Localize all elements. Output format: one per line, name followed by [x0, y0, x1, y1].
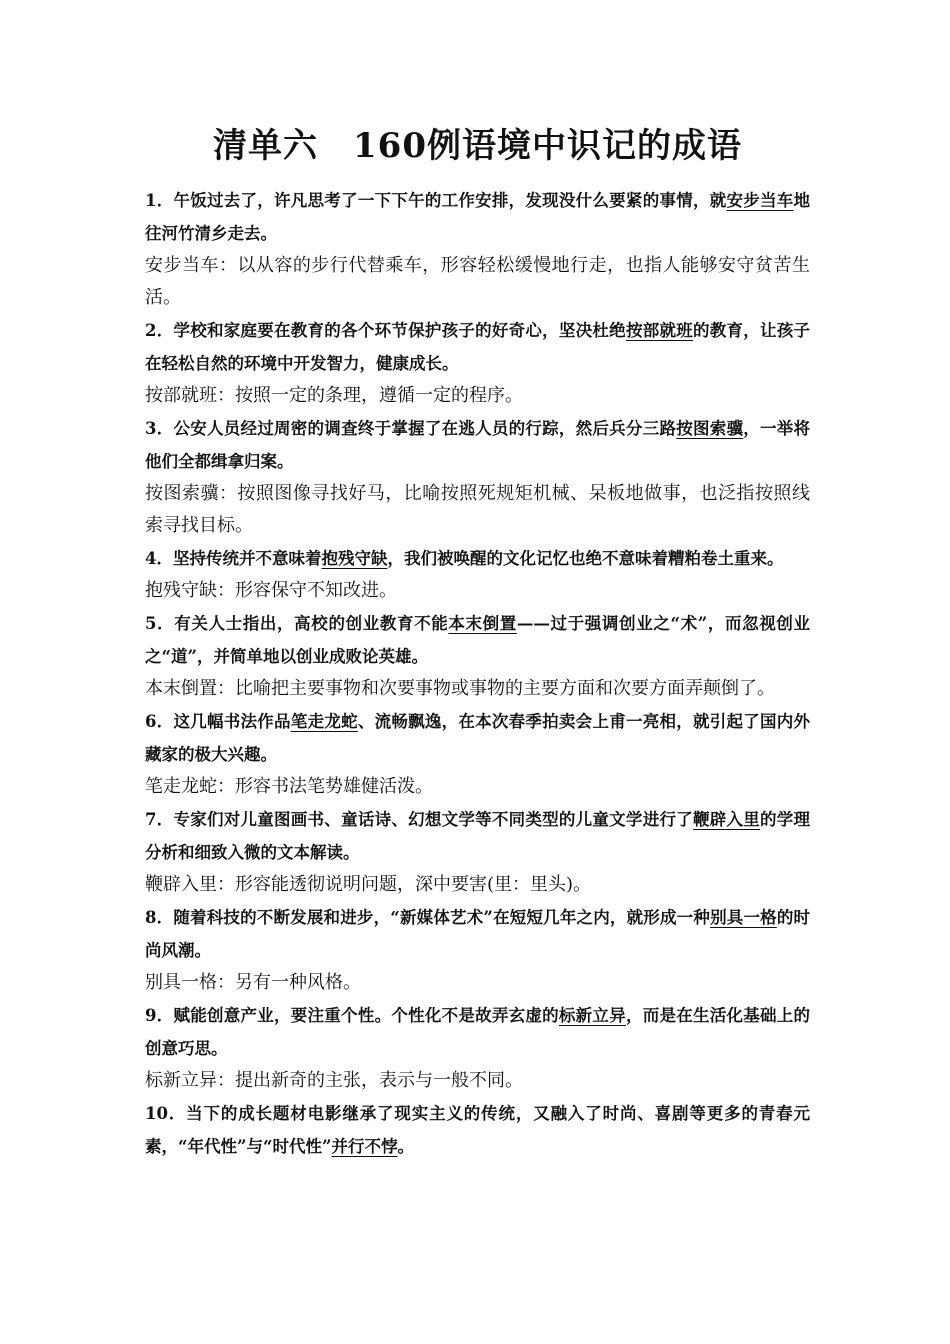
sentence-after: ，我们被唤醒的文化记忆也绝不意味着糟粕卷土重来。	[387, 549, 784, 568]
example-sentence	[145, 184, 810, 250]
example-sentence	[145, 412, 810, 478]
document-page	[145, 118, 810, 1163]
sentence-before: 学校和家庭要在教育的各个环节保护孩子的好奇心，坚决杜绝	[173, 321, 626, 340]
sentence-after: ，一举将他们全都缉拿归案。	[145, 419, 811, 471]
example-sentence	[145, 607, 810, 673]
sentence-after: 的时尚风潮。	[145, 908, 811, 960]
sentence-before: 公安人员经过周密的调查终于掌握了在逃人员的行踪，然后兵分三路	[173, 419, 677, 438]
entry-1	[145, 184, 810, 314]
entry-9	[145, 999, 810, 1097]
entry-number: 4．	[145, 549, 173, 568]
sentence-after: 地往河竹清乡走去。	[145, 191, 811, 243]
example-sentence	[145, 999, 810, 1065]
entry-number: 6．	[145, 712, 174, 731]
entry-number: 8．	[145, 908, 174, 927]
idiom-underlined: 别具一格	[710, 908, 777, 927]
sentence-after: 的学理分析和细致入微的文本解读。	[145, 810, 811, 862]
example-sentence	[145, 705, 810, 771]
sentence-before: 赋能创意产业，要注重个性。个性化不是故弄玄虚的	[173, 1006, 559, 1025]
idiom-definition: 按图索骥：按照图像寻找好马，比喻按照死规矩机械、呆板地做事，也泛指按照线索寻找目标。	[145, 483, 810, 536]
sentence-before: 这几幅书法作品	[173, 712, 291, 731]
idiom-definition: 鞭辟入里：形容能透彻说明问题，深中要害(里：里头)。	[145, 874, 592, 895]
example-sentence	[145, 1097, 810, 1163]
entry-number: 3．	[145, 419, 174, 438]
entry-7	[145, 803, 810, 901]
sentence-before: 当下的成长题材电影继承了现实主义的传统，又融入了时尚、喜剧等更多的青春元素，“年代性”与“时代性”	[145, 1104, 810, 1156]
entry-number: 9．	[145, 1006, 174, 1025]
idiom-underlined: 笔走龙蛇	[290, 712, 358, 731]
sentence-after: ——过于强调创业之“术”，而忽视创业之“道”，并简单地以创业成败论英雄。	[145, 614, 811, 666]
page-title: 清单六 160例语境中识记的成语	[213, 126, 742, 166]
idiom-underlined: 按图索骥	[676, 419, 744, 438]
idiom-definition: 安步当车：以从容的步行代替乘车，形容轻松缓慢地行走，也指人能够安守贫苦生活。	[145, 255, 810, 308]
idiom-definition: 按部就班：按照一定的条理，遵循一定的程序。	[145, 385, 523, 406]
idiom-definition: 抱残守缺：形容保守不知改进。	[145, 580, 397, 601]
entry-4	[145, 542, 810, 607]
sentence-after: 的教育，让孩子在轻松自然的环境中开发智力，健康成长。	[145, 321, 811, 373]
idiom-underlined: 鞭辟入里	[692, 810, 760, 829]
idiom-underlined: 本末倒置	[448, 614, 517, 633]
idiom-underlined: 标新立异	[558, 1006, 626, 1025]
idiom-definition: 笔走龙蛇：形容书法笔势雄健活泼。	[145, 776, 433, 797]
entry-2	[145, 314, 810, 412]
example-sentence	[145, 901, 810, 967]
example-sentence	[145, 314, 810, 380]
entry-5	[145, 607, 810, 705]
sentence-after: 、流畅飘逸，在本次春季拍卖会上甫一亮相，就引起了国内外藏家的极大兴趣。	[145, 712, 811, 764]
entry-8	[145, 901, 810, 999]
entry-number: 7．	[145, 810, 174, 829]
sentence-before: 专家们对儿童图画书、童话诗、幻想文学等不同类型的儿童文学进行了	[173, 810, 693, 829]
idiom-definition: 本末倒置：比喻把主要事物和次要事物或事物的主要方面和次要方面弄颠倒了。	[145, 678, 775, 699]
sentence-before: 有关人士指出，高校的创业教育不能	[174, 614, 449, 633]
sentence-before: 坚持传统并不意味着	[172, 549, 322, 568]
entry-number: 5．	[145, 614, 175, 633]
entry-3	[145, 412, 810, 542]
sentence-before: 随着科技的不断发展和进步，“新媒体艺术”在短短几年之内，就形成一种	[173, 908, 711, 927]
entry-number: 1．	[145, 191, 174, 210]
idiom-underlined: 并行不悖	[331, 1137, 398, 1156]
entry-6	[145, 705, 810, 803]
sentence-before: 午饭过去了，许凡思考了一下下午的工作安排，发现没什么要紧的事情，就	[173, 191, 727, 210]
idiom-definition: 标新立异：提出新奇的主张，表示与一般不同。	[145, 1070, 523, 1091]
entry-number: 2．	[145, 321, 174, 340]
example-sentence	[145, 803, 810, 869]
entry-10	[145, 1097, 810, 1163]
example-sentence	[145, 542, 810, 575]
sentence-after: 。	[397, 1137, 414, 1156]
idiom-underlined: 安步当车	[726, 191, 794, 210]
sentence-after: ，而是在生活化基础上的创意巧思。	[145, 1006, 811, 1058]
idiom-underlined: 抱残守缺	[321, 549, 388, 568]
idiom-definition: 别具一格：另有一种风格。	[145, 972, 361, 993]
idiom-underlined: 按部就班	[625, 321, 693, 340]
entry-number: 10．	[145, 1104, 187, 1123]
